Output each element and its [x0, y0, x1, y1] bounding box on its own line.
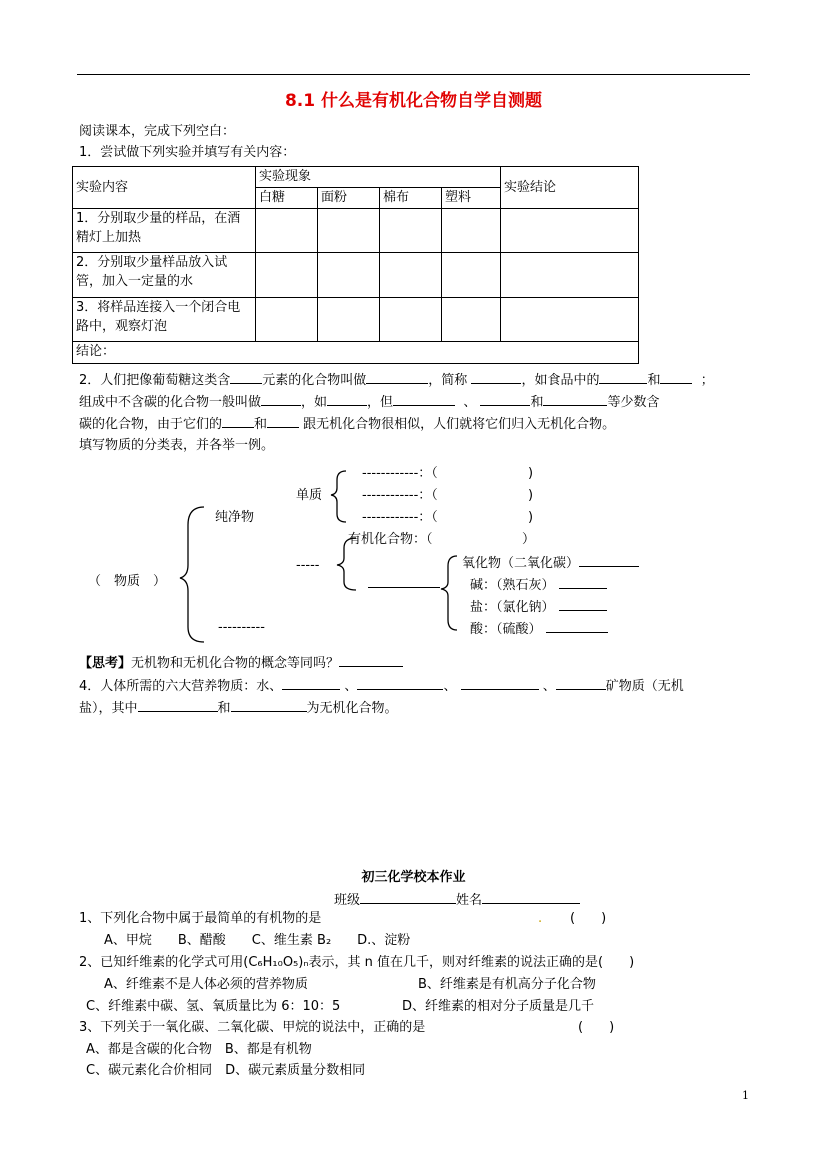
hw-q3-options-ab: A、都是含碳的化合物 B、都是有机物: [86, 1042, 312, 1057]
blank[interactable]: [579, 553, 639, 567]
conclusion-row: 结论：: [73, 342, 639, 364]
hw-q3-options-cd: C、碳元素化合价相同 D、碳元素质量分数相同: [86, 1063, 366, 1078]
hw-question-3: 3、下列关于一氧化碳、二氧化碳、甲烷的说法中，正确的是: [79, 1020, 426, 1035]
material-sugar: 白糖: [256, 188, 318, 209]
element-row-1: ------------：（: [362, 466, 438, 481]
material-flour: 面粉: [318, 188, 380, 209]
organic-label: 有机化合物：（: [348, 532, 433, 547]
question-4-line-1: 4．人体所需的六大营养物质：水、 、 、 、 矿物质（无机: [79, 676, 684, 695]
answer-paren[interactable]: ( ): [570, 911, 607, 926]
question-2-line-3: 碳的化合物，由于它们的 和 跟无机化合物很相似，人们就将它们归入无机化合物。: [79, 414, 615, 433]
base-label: 碱：（熟石灰）: [470, 575, 607, 594]
element-row-2: ------------：（: [362, 488, 438, 503]
blank[interactable]: [461, 676, 539, 690]
page-title: 8.1 什么是有机化合物自学自测题: [284, 91, 543, 111]
paren-close: ）: [522, 532, 536, 547]
blank[interactable]: [231, 698, 307, 712]
compound-dash[interactable]: -----: [296, 558, 320, 573]
hw-q1-options: A、甲烷 B、醋酸 C、维生素 B₂ D.、淀粉: [104, 933, 411, 948]
acid-label: 酸：（硫酸）: [470, 619, 608, 638]
root-label: （ 物质 ）: [88, 574, 167, 589]
homework-title: 初三化学校本作业: [361, 870, 466, 885]
classify-intro: 填写物质的分类表，并各举一例。: [79, 438, 275, 453]
paren-close: ): [528, 510, 534, 525]
name-field[interactable]: [482, 890, 580, 904]
header-phenomenon: 实验现象: [256, 167, 501, 188]
element-brace: [331, 471, 346, 522]
hw-question-2: 2、已知纤维素的化学式可用(C₆H₁₀O₅)ₙ表示，其 n 值在几千，则对纤维素的说法正确的是( ): [79, 955, 635, 970]
paren-close: ): [528, 466, 534, 481]
blank[interactable]: [559, 597, 607, 611]
hw-question-1: 1、下列化合物中属于最简单的有机物的是: [79, 911, 322, 926]
question-2-line-1: 2．人们把像葡萄糖这类含 元素的化合物叫做 ，简称 ，如食品中的 和 ；: [79, 370, 714, 389]
think-question: 【思考】无机物和无机化合物的概念等同吗？: [79, 653, 403, 672]
page-number: 1: [742, 1089, 749, 1102]
question-2-line-2: 组成中不含碳的化合物一般叫做 ，如 ，但 、 和 等少数含: [79, 392, 660, 411]
row-2-content: 2．分别取少量样品放入试管，加入一定量的水: [73, 253, 256, 298]
question-1: 1．尝试做下列实验并填写有关内容：: [79, 145, 296, 160]
blank[interactable]: [339, 653, 403, 667]
paren-close: ): [528, 488, 534, 503]
inorganic-blank[interactable]: [368, 574, 440, 593]
root-brace: [180, 507, 204, 642]
blank[interactable]: [556, 676, 606, 690]
blank[interactable]: [282, 676, 340, 690]
element-row-3: ------------：（: [362, 510, 438, 525]
blank[interactable]: [559, 575, 607, 589]
header-content: 实验内容: [73, 167, 256, 209]
blank[interactable]: [138, 698, 218, 712]
hw-q2-option-d: D、纤维素的相对分子质量是几千: [402, 999, 595, 1014]
row-3-content: 3．将样品连接入一个闭合电路中，观察灯泡: [73, 298, 256, 342]
mixture-dash[interactable]: ----------: [218, 620, 265, 635]
hw-q2-option-b: B、纤维素是有机高分子化合物: [418, 977, 596, 992]
answer-paren[interactable]: ( ): [578, 1020, 615, 1035]
intro-text: 阅读课本，完成下列空白：: [79, 124, 236, 139]
class-name-line: 班级 姓名: [334, 890, 580, 909]
row-1-content: 1．分别取少量的样品，在酒精灯上加热: [73, 209, 256, 253]
material-plastic: 塑料: [442, 188, 501, 209]
class-field[interactable]: [360, 890, 456, 904]
blank[interactable]: [357, 676, 443, 690]
hw-q2-option-c: C、纤维素中碳、氢、氧质量比为 6：10：5: [86, 999, 341, 1014]
element-label: 单质: [296, 488, 323, 503]
material-cotton: 棉布: [380, 188, 442, 209]
inorganic-brace: [441, 556, 457, 630]
stray-dot: .: [538, 911, 543, 926]
header-conclusion: 实验结论: [501, 167, 639, 209]
question-4-line-2: 盐），其中 和 为无机化合物。: [79, 698, 398, 717]
hw-q2-option-a: A、纤维素不是人体必须的营养物质: [104, 977, 308, 992]
salt-label: 盐：（氯化钠）: [470, 597, 607, 616]
blank[interactable]: [546, 619, 608, 633]
oxide-label: 氧化物（二氧化碳）: [462, 553, 639, 572]
pure-substance-label: 纯净物: [215, 510, 255, 525]
